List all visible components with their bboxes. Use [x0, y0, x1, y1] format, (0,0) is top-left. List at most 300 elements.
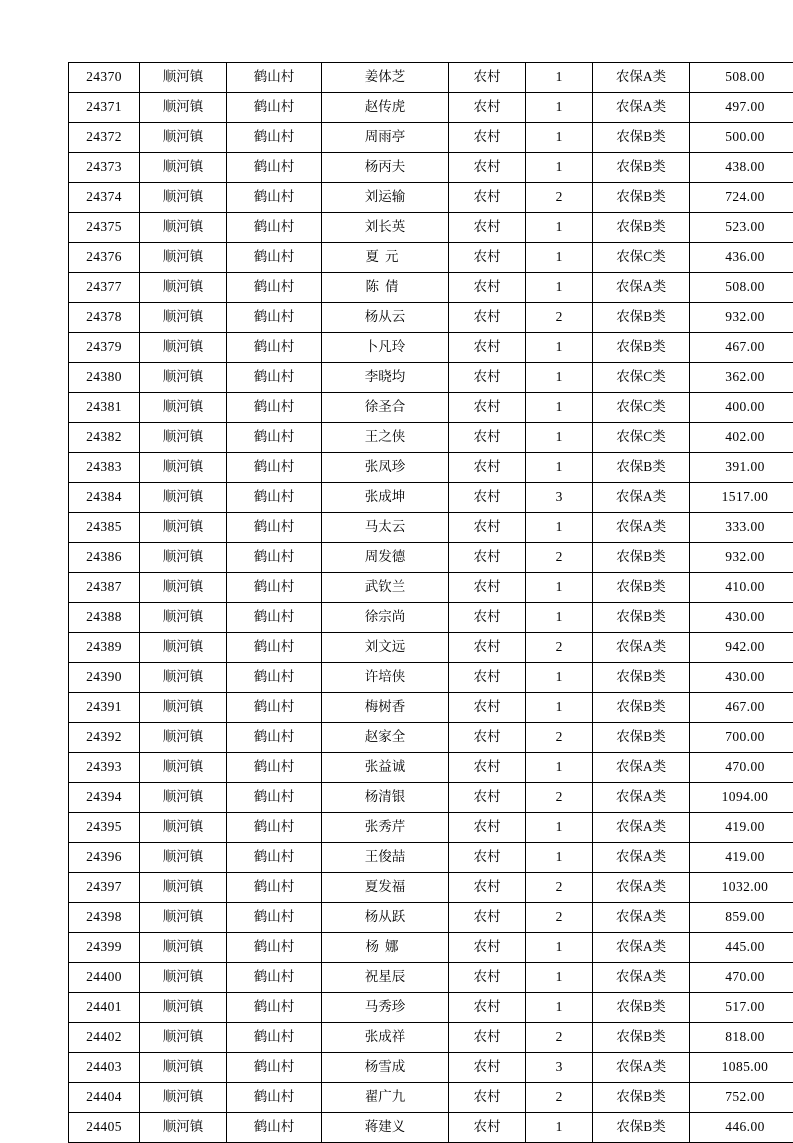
cell-type: 农村: [449, 1023, 526, 1053]
cell-category: 农保A类: [593, 63, 690, 93]
cell-amount: 400.00: [690, 393, 793, 423]
cell-category: 农保B类: [593, 183, 690, 213]
cell-amount: 333.00: [690, 513, 793, 543]
cell-town: 顺河镇: [140, 483, 227, 513]
cell-name: 张益诚: [322, 753, 449, 783]
cell-name: 杨娜: [322, 933, 449, 963]
cell-type: 农村: [449, 393, 526, 423]
table-row: [69, 123, 793, 153]
cell-type: 农村: [449, 543, 526, 573]
cell-town: 顺河镇: [140, 453, 227, 483]
cell-id: 24390: [69, 663, 140, 693]
cell-village: 鹤山村: [227, 693, 322, 723]
cell-village: 鹤山村: [227, 993, 322, 1023]
cell-amount: 1094.00: [690, 783, 793, 813]
cell-village: 鹤山村: [227, 813, 322, 843]
cell-village: 鹤山村: [227, 333, 322, 363]
cell-id: 24380: [69, 363, 140, 393]
cell-category: 农保A类: [593, 93, 690, 123]
cell-id: 24403: [69, 1053, 140, 1083]
cell-name: 许培侠: [322, 663, 449, 693]
cell-town: 顺河镇: [140, 663, 227, 693]
cell-amount: 1085.00: [690, 1053, 793, 1083]
cell-village: 鹤山村: [227, 603, 322, 633]
cell-village: 鹤山村: [227, 243, 322, 273]
cell-amount: 517.00: [690, 993, 793, 1023]
cell-category: 农保A类: [593, 783, 690, 813]
cell-count: 1: [526, 423, 593, 453]
table-row: [69, 723, 793, 753]
cell-count: 1: [526, 213, 593, 243]
cell-count: 2: [526, 783, 593, 813]
cell-type: 农村: [449, 633, 526, 663]
cell-category: 农保B类: [593, 993, 690, 1023]
cell-id: 24383: [69, 453, 140, 483]
cell-town: 顺河镇: [140, 393, 227, 423]
cell-category: 农保B类: [593, 1113, 690, 1143]
cell-town: 顺河镇: [140, 633, 227, 663]
cell-count: 1: [526, 573, 593, 603]
cell-amount: 942.00: [690, 633, 793, 663]
cell-village: 鹤山村: [227, 123, 322, 153]
cell-id: 24392: [69, 723, 140, 753]
cell-id: 24379: [69, 333, 140, 363]
cell-town: 顺河镇: [140, 183, 227, 213]
cell-type: 农村: [449, 663, 526, 693]
table-row: [69, 93, 793, 123]
cell-count: 2: [526, 1083, 593, 1113]
cell-type: 农村: [449, 183, 526, 213]
beneficiary-table: [68, 62, 793, 1143]
cell-category: 农保B类: [593, 603, 690, 633]
cell-name: 马秀珍: [322, 993, 449, 1023]
cell-category: 农保B类: [593, 543, 690, 573]
cell-village: 鹤山村: [227, 63, 322, 93]
cell-amount: 1517.00: [690, 483, 793, 513]
cell-amount: 500.00: [690, 123, 793, 153]
cell-type: 农村: [449, 993, 526, 1023]
table-row: [69, 753, 793, 783]
cell-count: 1: [526, 693, 593, 723]
cell-amount: 818.00: [690, 1023, 793, 1053]
cell-name: 张成坤: [322, 483, 449, 513]
cell-amount: 410.00: [690, 573, 793, 603]
cell-type: 农村: [449, 213, 526, 243]
cell-village: 鹤山村: [227, 633, 322, 663]
table-row: [69, 453, 793, 483]
cell-id: 24371: [69, 93, 140, 123]
cell-id: 24376: [69, 243, 140, 273]
cell-village: 鹤山村: [227, 723, 322, 753]
cell-amount: 391.00: [690, 453, 793, 483]
cell-type: 农村: [449, 573, 526, 603]
cell-type: 农村: [449, 63, 526, 93]
cell-town: 顺河镇: [140, 693, 227, 723]
cell-count: 1: [526, 363, 593, 393]
cell-id: 24385: [69, 513, 140, 543]
table-row: [69, 243, 793, 273]
cell-id: 24386: [69, 543, 140, 573]
cell-amount: 446.00: [690, 1113, 793, 1143]
table-row: [69, 603, 793, 633]
cell-count: 1: [526, 813, 593, 843]
cell-category: 农保B类: [593, 453, 690, 483]
table-row: [69, 963, 793, 993]
cell-town: 顺河镇: [140, 873, 227, 903]
cell-type: 农村: [449, 783, 526, 813]
cell-id: 24375: [69, 213, 140, 243]
cell-amount: 700.00: [690, 723, 793, 753]
cell-category: 农保B类: [593, 213, 690, 243]
cell-category: 农保B类: [593, 573, 690, 603]
cell-count: 2: [526, 723, 593, 753]
cell-type: 农村: [449, 693, 526, 723]
cell-type: 农村: [449, 243, 526, 273]
cell-type: 农村: [449, 873, 526, 903]
cell-id: 24395: [69, 813, 140, 843]
cell-town: 顺河镇: [140, 1023, 227, 1053]
cell-name: 张秀芹: [322, 813, 449, 843]
cell-name: 王之侠: [322, 423, 449, 453]
cell-town: 顺河镇: [140, 423, 227, 453]
table-row: [69, 303, 793, 333]
table-row: [69, 633, 793, 663]
cell-id: 24391: [69, 693, 140, 723]
cell-village: 鹤山村: [227, 543, 322, 573]
cell-name: 杨从云: [322, 303, 449, 333]
table-body: [69, 63, 793, 1143]
cell-amount: 932.00: [690, 303, 793, 333]
cell-count: 1: [526, 933, 593, 963]
table-row: [69, 813, 793, 843]
cell-count: 1: [526, 273, 593, 303]
cell-count: 1: [526, 93, 593, 123]
cell-village: 鹤山村: [227, 453, 322, 483]
cell-category: 农保C类: [593, 423, 690, 453]
cell-category: 农保C类: [593, 393, 690, 423]
cell-count: 2: [526, 183, 593, 213]
cell-name: 刘长英: [322, 213, 449, 243]
cell-id: 24381: [69, 393, 140, 423]
cell-category: 农保A类: [593, 1053, 690, 1083]
cell-name: 徐圣合: [322, 393, 449, 423]
table-row: [69, 153, 793, 183]
cell-name: 李晓均: [322, 363, 449, 393]
cell-amount: 467.00: [690, 333, 793, 363]
table-row: [69, 693, 793, 723]
cell-count: 3: [526, 483, 593, 513]
cell-village: 鹤山村: [227, 873, 322, 903]
cell-name: 马太云: [322, 513, 449, 543]
cell-town: 顺河镇: [140, 963, 227, 993]
cell-category: 农保A类: [593, 513, 690, 543]
cell-type: 农村: [449, 303, 526, 333]
cell-category: 农保A类: [593, 813, 690, 843]
cell-category: 农保C类: [593, 243, 690, 273]
cell-id: 24372: [69, 123, 140, 153]
cell-category: 农保B类: [593, 693, 690, 723]
cell-name: 夏发福: [322, 873, 449, 903]
cell-id: 24373: [69, 153, 140, 183]
cell-amount: 419.00: [690, 813, 793, 843]
cell-type: 农村: [449, 963, 526, 993]
cell-village: 鹤山村: [227, 783, 322, 813]
cell-name: 陈倩: [322, 273, 449, 303]
table-row: [69, 573, 793, 603]
cell-type: 农村: [449, 363, 526, 393]
table-row: [69, 273, 793, 303]
cell-name: 刘文远: [322, 633, 449, 663]
table-row: [69, 543, 793, 573]
cell-town: 顺河镇: [140, 243, 227, 273]
cell-count: 2: [526, 873, 593, 903]
cell-category: 农保B类: [593, 1023, 690, 1053]
cell-type: 农村: [449, 423, 526, 453]
cell-amount: 932.00: [690, 543, 793, 573]
cell-type: 农村: [449, 903, 526, 933]
cell-name: 夏元: [322, 243, 449, 273]
cell-id: 24401: [69, 993, 140, 1023]
cell-name: 赵传虎: [322, 93, 449, 123]
cell-name: 梅树香: [322, 693, 449, 723]
cell-count: 1: [526, 63, 593, 93]
cell-id: 24387: [69, 573, 140, 603]
cell-type: 农村: [449, 1113, 526, 1143]
cell-category: 农保B类: [593, 333, 690, 363]
cell-type: 农村: [449, 933, 526, 963]
table-row: [69, 993, 793, 1023]
cell-amount: 402.00: [690, 423, 793, 453]
cell-village: 鹤山村: [227, 363, 322, 393]
cell-town: 顺河镇: [140, 1053, 227, 1083]
cell-town: 顺河镇: [140, 1113, 227, 1143]
table-row: [69, 363, 793, 393]
table-row: [69, 873, 793, 903]
cell-town: 顺河镇: [140, 213, 227, 243]
cell-count: 3: [526, 1053, 593, 1083]
cell-category: 农保C类: [593, 363, 690, 393]
cell-name: 张凤珍: [322, 453, 449, 483]
table-row: [69, 393, 793, 423]
cell-name: 蒋建义: [322, 1113, 449, 1143]
cell-id: 24377: [69, 273, 140, 303]
cell-village: 鹤山村: [227, 183, 322, 213]
cell-count: 2: [526, 903, 593, 933]
cell-id: 24384: [69, 483, 140, 513]
cell-town: 顺河镇: [140, 543, 227, 573]
cell-type: 农村: [449, 483, 526, 513]
cell-category: 农保B类: [593, 123, 690, 153]
cell-category: 农保A类: [593, 963, 690, 993]
cell-count: 1: [526, 123, 593, 153]
cell-category: 农保B类: [593, 663, 690, 693]
cell-town: 顺河镇: [140, 933, 227, 963]
cell-type: 农村: [449, 813, 526, 843]
cell-village: 鹤山村: [227, 273, 322, 303]
cell-town: 顺河镇: [140, 363, 227, 393]
cell-amount: 419.00: [690, 843, 793, 873]
cell-count: 1: [526, 513, 593, 543]
cell-category: 农保A类: [593, 633, 690, 663]
cell-count: 2: [526, 543, 593, 573]
cell-village: 鹤山村: [227, 573, 322, 603]
cell-amount: 523.00: [690, 213, 793, 243]
cell-village: 鹤山村: [227, 423, 322, 453]
cell-town: 顺河镇: [140, 303, 227, 333]
cell-type: 农村: [449, 453, 526, 483]
cell-village: 鹤山村: [227, 393, 322, 423]
cell-village: 鹤山村: [227, 903, 322, 933]
cell-id: 24405: [69, 1113, 140, 1143]
cell-village: 鹤山村: [227, 513, 322, 543]
cell-category: 农保A类: [593, 483, 690, 513]
cell-town: 顺河镇: [140, 603, 227, 633]
cell-town: 顺河镇: [140, 123, 227, 153]
cell-amount: 470.00: [690, 753, 793, 783]
cell-town: 顺河镇: [140, 1083, 227, 1113]
cell-town: 顺河镇: [140, 93, 227, 123]
cell-name: 杨从跃: [322, 903, 449, 933]
cell-amount: 497.00: [690, 93, 793, 123]
table-row: [69, 1023, 793, 1053]
cell-id: 24382: [69, 423, 140, 453]
cell-name: 武钦兰: [322, 573, 449, 603]
cell-count: 1: [526, 1113, 593, 1143]
cell-village: 鹤山村: [227, 213, 322, 243]
cell-type: 农村: [449, 843, 526, 873]
cell-type: 农村: [449, 753, 526, 783]
cell-id: 24374: [69, 183, 140, 213]
cell-amount: 859.00: [690, 903, 793, 933]
table-row: [69, 63, 793, 93]
cell-category: 农保B类: [593, 153, 690, 183]
cell-amount: 467.00: [690, 693, 793, 723]
cell-amount: 436.00: [690, 243, 793, 273]
cell-name: 刘运输: [322, 183, 449, 213]
cell-count: 1: [526, 753, 593, 783]
cell-category: 农保A类: [593, 753, 690, 783]
cell-village: 鹤山村: [227, 1083, 322, 1113]
cell-amount: 752.00: [690, 1083, 793, 1113]
cell-village: 鹤山村: [227, 483, 322, 513]
cell-town: 顺河镇: [140, 783, 227, 813]
cell-town: 顺河镇: [140, 753, 227, 783]
cell-count: 1: [526, 993, 593, 1023]
cell-id: 24394: [69, 783, 140, 813]
cell-type: 农村: [449, 723, 526, 753]
cell-town: 顺河镇: [140, 903, 227, 933]
cell-village: 鹤山村: [227, 963, 322, 993]
cell-type: 农村: [449, 333, 526, 363]
cell-village: 鹤山村: [227, 663, 322, 693]
cell-name: 杨雪成: [322, 1053, 449, 1083]
cell-town: 顺河镇: [140, 153, 227, 183]
cell-village: 鹤山村: [227, 933, 322, 963]
table-row: [69, 1083, 793, 1113]
cell-count: 2: [526, 1023, 593, 1053]
cell-count: 1: [526, 843, 593, 873]
cell-amount: 508.00: [690, 63, 793, 93]
cell-category: 农保A类: [593, 933, 690, 963]
cell-count: 2: [526, 303, 593, 333]
cell-type: 农村: [449, 153, 526, 183]
cell-category: 农保B类: [593, 1083, 690, 1113]
cell-amount: 508.00: [690, 273, 793, 303]
cell-id: 24398: [69, 903, 140, 933]
cell-category: 农保A类: [593, 843, 690, 873]
cell-village: 鹤山村: [227, 1023, 322, 1053]
cell-category: 农保A类: [593, 273, 690, 303]
cell-amount: 724.00: [690, 183, 793, 213]
table-row: [69, 483, 793, 513]
cell-type: 农村: [449, 1083, 526, 1113]
cell-name: 翟广九: [322, 1083, 449, 1113]
cell-category: 农保B类: [593, 723, 690, 753]
cell-village: 鹤山村: [227, 303, 322, 333]
cell-town: 顺河镇: [140, 333, 227, 363]
cell-type: 农村: [449, 123, 526, 153]
table-row: [69, 213, 793, 243]
table-row: [69, 1113, 793, 1143]
cell-type: 农村: [449, 603, 526, 633]
table-row: [69, 1053, 793, 1083]
cell-name: 周雨亭: [322, 123, 449, 153]
cell-id: 24397: [69, 873, 140, 903]
cell-id: 24400: [69, 963, 140, 993]
cell-name: 王俊喆: [322, 843, 449, 873]
cell-id: 24402: [69, 1023, 140, 1053]
cell-town: 顺河镇: [140, 273, 227, 303]
table-row: [69, 663, 793, 693]
cell-count: 1: [526, 153, 593, 183]
cell-town: 顺河镇: [140, 813, 227, 843]
cell-town: 顺河镇: [140, 513, 227, 543]
cell-type: 农村: [449, 1053, 526, 1083]
table-row: [69, 183, 793, 213]
table-row: [69, 333, 793, 363]
cell-id: 24378: [69, 303, 140, 333]
cell-town: 顺河镇: [140, 843, 227, 873]
table-row: [69, 903, 793, 933]
cell-amount: 438.00: [690, 153, 793, 183]
cell-village: 鹤山村: [227, 753, 322, 783]
cell-village: 鹤山村: [227, 843, 322, 873]
cell-category: 农保A类: [593, 873, 690, 903]
cell-name: 姜体芝: [322, 63, 449, 93]
cell-amount: 445.00: [690, 933, 793, 963]
cell-name: 杨丙夫: [322, 153, 449, 183]
cell-name: 杨清银: [322, 783, 449, 813]
cell-name: 祝星辰: [322, 963, 449, 993]
table-row: [69, 783, 793, 813]
cell-count: 1: [526, 663, 593, 693]
table-row: [69, 933, 793, 963]
cell-id: 24393: [69, 753, 140, 783]
cell-town: 顺河镇: [140, 573, 227, 603]
cell-name: 周发德: [322, 543, 449, 573]
cell-amount: 430.00: [690, 603, 793, 633]
cell-category: 农保A类: [593, 903, 690, 933]
cell-count: 1: [526, 963, 593, 993]
table-row: [69, 513, 793, 543]
cell-name: 徐宗尚: [322, 603, 449, 633]
cell-id: 24388: [69, 603, 140, 633]
table-row: [69, 423, 793, 453]
cell-town: 顺河镇: [140, 723, 227, 753]
cell-count: 1: [526, 603, 593, 633]
cell-name: 卜凡玲: [322, 333, 449, 363]
cell-id: 24370: [69, 63, 140, 93]
